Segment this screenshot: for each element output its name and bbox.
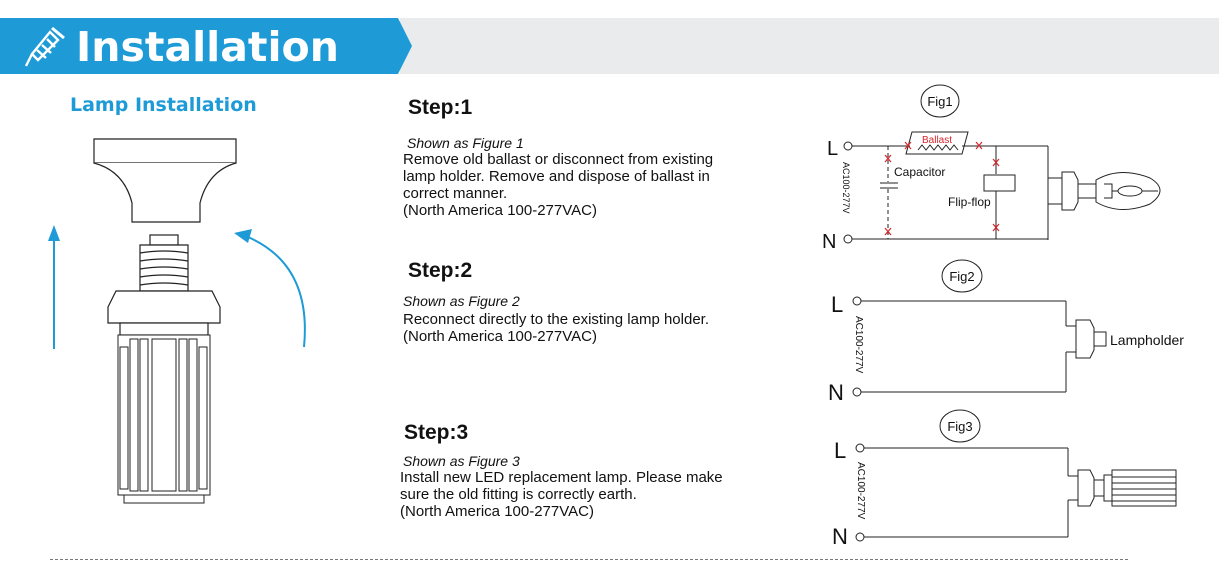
up-arrow-icon	[48, 225, 60, 349]
flipflop-label: Flip-flop	[948, 195, 991, 209]
fig2-terminal-l	[853, 297, 861, 305]
step-1-line: (North America 100-277VAC)	[403, 202, 597, 219]
step-1-line: correct manner.	[403, 185, 508, 202]
lamp-pen-icon	[22, 24, 70, 70]
fig2-terminal-n	[853, 388, 861, 396]
step-1-line: lamp holder. Remove and dispose of ballast in	[403, 168, 710, 185]
step-1-heading: Step:1	[408, 96, 473, 119]
fig1-label: Fig1	[927, 94, 953, 109]
bottom-divider	[50, 559, 1128, 560]
fig2-voltage: AC100-277V	[853, 316, 864, 374]
step-2-body	[403, 311, 783, 345]
fig1-terminal-n	[844, 235, 852, 243]
fig2-label: Fig2	[949, 269, 975, 284]
led-corn-body	[118, 335, 210, 503]
led-lamp-symbol	[1068, 470, 1176, 506]
fig1-line-terminal: L	[827, 138, 839, 160]
step-2-subtitle: Shown as Figure 2	[403, 293, 520, 309]
fig3-terminal-l	[856, 444, 864, 452]
fig1-voltage: AC100-277V	[841, 162, 851, 214]
step-2-heading: Step:2	[408, 259, 473, 282]
fig3-voltage: AC100-277V	[855, 462, 866, 520]
cut-marks	[885, 142, 999, 235]
fig1-neutral-terminal: N	[822, 231, 837, 253]
lampholder-label: Lampholder	[1110, 332, 1184, 348]
step-3-line: Install new LED replacement lamp. Please make	[400, 469, 723, 486]
lamp-screw-base	[108, 235, 220, 335]
step-1-subtitle: Shown as Figure 1	[407, 135, 524, 151]
step-3-line: (North America 100-277VAC)	[400, 503, 594, 520]
step-1-line: Remove old ballast or disconnect from existing	[403, 151, 714, 168]
fig3-neutral-terminal: N	[832, 524, 848, 549]
figure-1	[822, 85, 1160, 253]
section-title: Lamp Installation	[70, 94, 257, 116]
fig3-line-terminal: L	[834, 438, 847, 463]
step-3-subtitle: Shown as Figure 3	[403, 453, 520, 469]
fig3-terminal-n	[856, 533, 864, 541]
hid-bulb	[1048, 172, 1160, 210]
header-band-gray	[400, 18, 1219, 74]
ballast-label: Ballast	[922, 135, 953, 146]
circuit-diagrams	[800, 80, 1210, 555]
fig3-label: Fig3	[947, 419, 973, 434]
lamp-installation-illustration	[40, 125, 340, 510]
step-3-line: sure the old fitting is correctly earth.	[400, 486, 637, 503]
flipflop-box	[984, 175, 1015, 191]
step-1-body	[403, 151, 783, 219]
rotate-arrow-icon	[234, 229, 305, 347]
step-2-line: (North America 100-277VAC)	[403, 328, 597, 345]
fig2-line-terminal: L	[831, 292, 844, 317]
page-title: Installation	[76, 23, 339, 71]
step-3-heading: Step:3	[404, 421, 469, 444]
lamp-holder-socket	[94, 139, 236, 222]
step-3-body	[400, 469, 780, 520]
figure-3	[832, 410, 1176, 549]
capacitor-label: Capacitor	[894, 165, 946, 179]
figure-2	[828, 260, 1184, 405]
step-2-line: Reconnect directly to the existing lamp holder.	[403, 311, 709, 328]
fig1-terminal-l	[844, 142, 852, 150]
lamp-holder-symbol	[1066, 320, 1106, 358]
fig2-neutral-terminal: N	[828, 380, 844, 405]
